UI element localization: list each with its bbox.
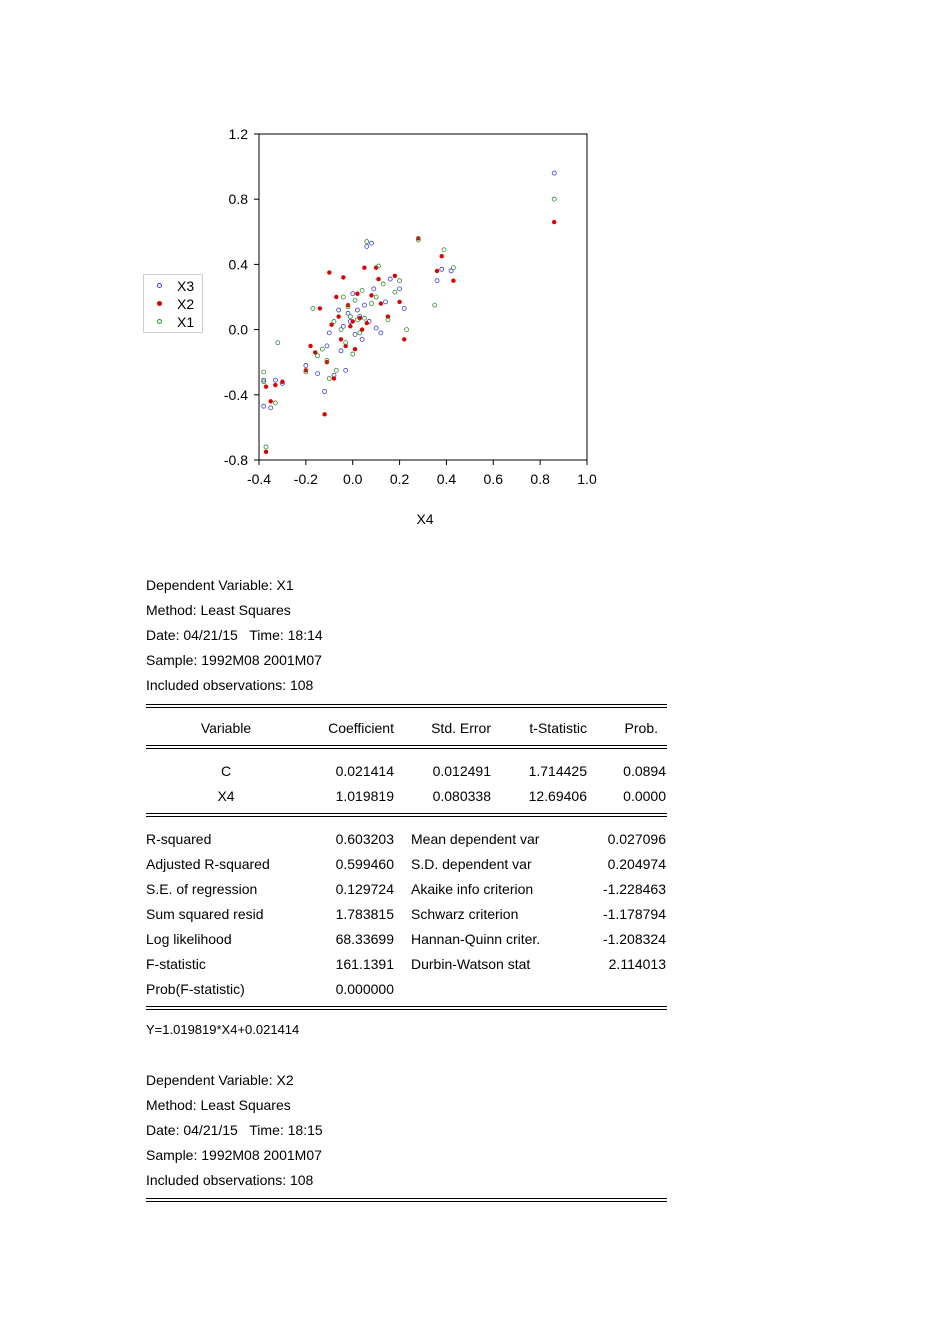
data-point-x2 xyxy=(351,319,355,323)
data-point-x2 xyxy=(327,270,331,274)
data-point-x3 xyxy=(402,306,406,310)
data-point-x3 xyxy=(337,308,341,312)
data-point-x2 xyxy=(318,306,322,310)
stat-label-2: Durbin-Watson stat xyxy=(411,956,531,972)
data-point-x3 xyxy=(304,363,308,367)
y-tick-label: -0.4 xyxy=(223,386,248,403)
y-tick-label: 0.4 xyxy=(228,256,248,273)
data-point-x3 xyxy=(355,308,359,312)
data-point-x3 xyxy=(379,331,383,335)
data-point-x2 xyxy=(440,254,444,258)
col-header-coefficient: Coefficient xyxy=(328,720,394,736)
data-point-x3 xyxy=(440,267,444,271)
data-point-x2 xyxy=(280,380,284,384)
legend-item-x1 xyxy=(144,313,202,331)
data-point-x3 xyxy=(362,303,366,307)
data-point-x3 xyxy=(369,241,373,245)
x-tick-label: 0.2 xyxy=(389,471,410,487)
row-std-error: 0.012491 xyxy=(432,763,491,779)
x-tick-label: 0.6 xyxy=(483,471,504,487)
table-rule xyxy=(146,748,667,749)
table-rule xyxy=(146,704,667,705)
data-point-x3 xyxy=(351,292,355,296)
stat-label: S.E. of regression xyxy=(146,881,258,897)
data-point-x1 xyxy=(369,302,373,306)
data-point-x3 xyxy=(269,406,273,410)
legend-label-x3: X3 xyxy=(177,278,195,294)
reg2-observations: Included observations: 108 xyxy=(146,1172,314,1188)
data-point-x3 xyxy=(435,279,439,283)
table-rule xyxy=(146,745,667,746)
col-header-variable: Variable xyxy=(200,720,252,736)
row-variable: X4 xyxy=(217,788,235,804)
data-point-x1 xyxy=(327,377,331,381)
table-rule xyxy=(146,1009,667,1010)
data-point-x3 xyxy=(353,332,357,336)
data-point-x2 xyxy=(264,450,268,454)
table-rule xyxy=(146,1006,667,1007)
legend-item-x3 xyxy=(144,277,202,295)
stat-label-2: Hannan-Quinn criter. xyxy=(411,931,541,947)
col-header-prob: Prob. xyxy=(624,720,658,736)
data-point-x3 xyxy=(372,287,376,291)
stat-value-2: 0.027096 xyxy=(607,831,666,847)
data-point-x1 xyxy=(334,368,338,372)
stat-label: F-statistic xyxy=(146,956,206,972)
data-point-x2 xyxy=(332,376,336,380)
data-point-x3 xyxy=(360,337,364,341)
data-point-x1 xyxy=(433,303,437,307)
legend-label-x1: X1 xyxy=(177,314,195,330)
data-point-x2 xyxy=(365,321,369,325)
data-point-x3 xyxy=(398,287,402,291)
table-rule xyxy=(146,1201,667,1202)
data-point-x2 xyxy=(393,274,397,278)
stat-value: 0.603203 xyxy=(335,831,394,847)
reg2-dependent-variable: Dependent Variable: X2 xyxy=(146,1072,294,1088)
reg2-sample: Sample: 1992M08 2001M07 xyxy=(146,1147,322,1163)
row-coefficient: 0.021414 xyxy=(335,763,394,779)
data-point-x1 xyxy=(264,445,268,449)
data-point-x2 xyxy=(397,300,401,304)
data-point-x2 xyxy=(322,412,326,416)
reg1-observations: Included observations: 108 xyxy=(146,677,314,693)
data-point-x1 xyxy=(341,295,345,299)
stat-value-2: 0.204974 xyxy=(607,856,666,872)
row-coefficient: 1.019819 xyxy=(335,788,394,804)
stat-label: Prob(F-statistic) xyxy=(146,981,245,997)
data-point-x2 xyxy=(264,384,268,388)
data-point-x1 xyxy=(311,306,315,310)
data-point-x3 xyxy=(552,171,556,175)
data-point-x2 xyxy=(273,383,277,387)
stat-value: 0.599460 xyxy=(335,856,394,872)
data-point-x3 xyxy=(374,326,378,330)
data-point-x2 xyxy=(353,347,357,351)
data-point-x1 xyxy=(276,341,280,345)
reg1-method: Method: Least Squares xyxy=(146,602,291,618)
scatter-chart xyxy=(140,118,610,538)
data-point-x1 xyxy=(381,282,385,286)
table-rule xyxy=(146,707,667,708)
table-rule xyxy=(146,816,667,817)
stat-value-2: -1.208324 xyxy=(602,931,666,947)
data-point-x2 xyxy=(379,301,383,305)
data-point-x3 xyxy=(327,331,331,335)
data-point-x1 xyxy=(262,370,266,374)
data-point-x3 xyxy=(384,300,388,304)
stat-value-2: 2.114013 xyxy=(608,956,666,972)
data-point-x1 xyxy=(358,331,362,335)
table-rule xyxy=(146,1198,667,1199)
data-point-x2 xyxy=(451,279,455,283)
reg2-date: Date: 04/21/15 Time: 18:15 xyxy=(146,1122,323,1138)
x-tick-label: 0.8 xyxy=(530,471,550,487)
data-point-x3 xyxy=(344,368,348,372)
data-point-x1 xyxy=(351,352,355,356)
stat-label-2: Mean dependent var xyxy=(411,831,540,847)
data-point-x1 xyxy=(552,197,556,201)
stat-value: 1.783815 xyxy=(335,906,394,922)
stat-label-2: S.D. dependent var xyxy=(411,856,532,872)
table-rule xyxy=(146,813,667,814)
data-point-x2 xyxy=(402,337,406,341)
y-tick-label: 0.8 xyxy=(228,191,248,208)
data-point-x2 xyxy=(435,269,439,273)
data-point-x1 xyxy=(316,354,320,358)
data-point-x1 xyxy=(348,315,352,319)
data-point-x1 xyxy=(360,288,364,292)
data-point-x2 xyxy=(334,295,338,299)
x-tick-label: -0.4 xyxy=(246,471,272,487)
legend-item-x2 xyxy=(144,295,202,313)
reg1-sample: Sample: 1992M08 2001M07 xyxy=(146,652,322,668)
stat-label: R-squared xyxy=(146,831,212,847)
data-point-x3 xyxy=(262,404,266,408)
stat-label-2: Akaike info criterion xyxy=(411,881,534,897)
stat-value: 0.129724 xyxy=(335,881,394,897)
x-tick-label: -0.2 xyxy=(293,471,318,487)
data-point-x2 xyxy=(269,399,273,403)
data-point-x1 xyxy=(393,290,397,294)
x-axis-label: X4 xyxy=(416,511,434,527)
stat-label: Sum squared resid xyxy=(146,906,264,922)
x-tick-label: 0.4 xyxy=(436,471,457,487)
scatter-plot-svg xyxy=(140,118,610,538)
stat-value: 161.1391 xyxy=(335,956,394,972)
x-tick-label: 1.0 xyxy=(577,471,597,487)
data-point-x2 xyxy=(336,314,340,318)
stat-value: 68.33699 xyxy=(335,931,394,947)
row-std-error: 0.080338 xyxy=(432,788,491,804)
row-prob: 0.0000 xyxy=(623,788,666,804)
data-point-x3 xyxy=(365,244,369,248)
data-point-x2 xyxy=(369,293,373,297)
stat-label: Log likelihood xyxy=(146,931,232,947)
data-point-x1 xyxy=(405,328,409,332)
data-point-x1 xyxy=(451,266,455,270)
data-point-x2 xyxy=(376,277,380,281)
reg1-dependent-variable: Dependent Variable: X1 xyxy=(146,577,294,593)
stat-value: 0.000000 xyxy=(335,981,394,997)
data-point-x1 xyxy=(332,319,336,323)
data-point-x1 xyxy=(374,295,378,299)
stat-value-2: -1.228463 xyxy=(602,881,666,897)
data-point-x3 xyxy=(388,277,392,281)
data-point-x2 xyxy=(308,344,312,348)
stat-label-2: Schwarz criterion xyxy=(411,906,519,922)
x-tick-label: 0.0 xyxy=(342,471,363,487)
col-header-std-error: Std. Error xyxy=(431,720,491,736)
row-prob: 0.0894 xyxy=(623,763,666,779)
chart-legend xyxy=(143,274,203,333)
row-variable: C xyxy=(220,763,232,779)
y-tick-label: -0.8 xyxy=(223,452,248,468)
row-t-statistic: 1.714425 xyxy=(528,763,587,779)
data-point-x3 xyxy=(273,378,277,382)
y-tick-label: 0.0 xyxy=(228,321,248,338)
reg2-method: Method: Least Squares xyxy=(146,1097,291,1113)
data-point-x1 xyxy=(442,248,446,252)
reg1-date: Date: 04/21/15 Time: 18:14 xyxy=(146,627,323,643)
legend-marker-x2 xyxy=(157,301,162,306)
data-point-x2 xyxy=(362,265,366,269)
plot-frame xyxy=(259,134,587,460)
stat-value-2: -1.178794 xyxy=(602,906,666,922)
data-point-x3 xyxy=(339,349,343,353)
data-point-x3 xyxy=(316,372,320,376)
data-point-x2 xyxy=(355,292,359,296)
y-tick-label: 1.2 xyxy=(228,126,248,142)
col-header-t-statistic: t-Statistic xyxy=(529,720,587,736)
stat-label: Adjusted R-squared xyxy=(146,856,270,872)
data-point-x1 xyxy=(353,298,357,302)
data-point-x2 xyxy=(339,337,343,341)
data-point-x1 xyxy=(362,316,366,320)
legend-label-x2: X2 xyxy=(177,296,195,312)
data-point-x1 xyxy=(339,328,343,332)
legend-marker-x3 xyxy=(157,283,162,288)
legend-marker-x1 xyxy=(157,319,162,324)
data-point-x1 xyxy=(398,279,402,283)
row-t-statistic: 12.69406 xyxy=(528,788,587,804)
data-point-x1 xyxy=(273,401,277,405)
data-point-x1 xyxy=(320,347,324,351)
data-point-x3 xyxy=(325,344,329,348)
data-point-x2 xyxy=(348,324,352,328)
regression-equation: Y=1.019819*X4+0.021414 xyxy=(146,1022,300,1037)
data-point-x3 xyxy=(323,390,327,394)
data-point-x1 xyxy=(365,240,369,244)
data-point-x2 xyxy=(552,220,556,224)
data-point-x2 xyxy=(341,275,345,279)
